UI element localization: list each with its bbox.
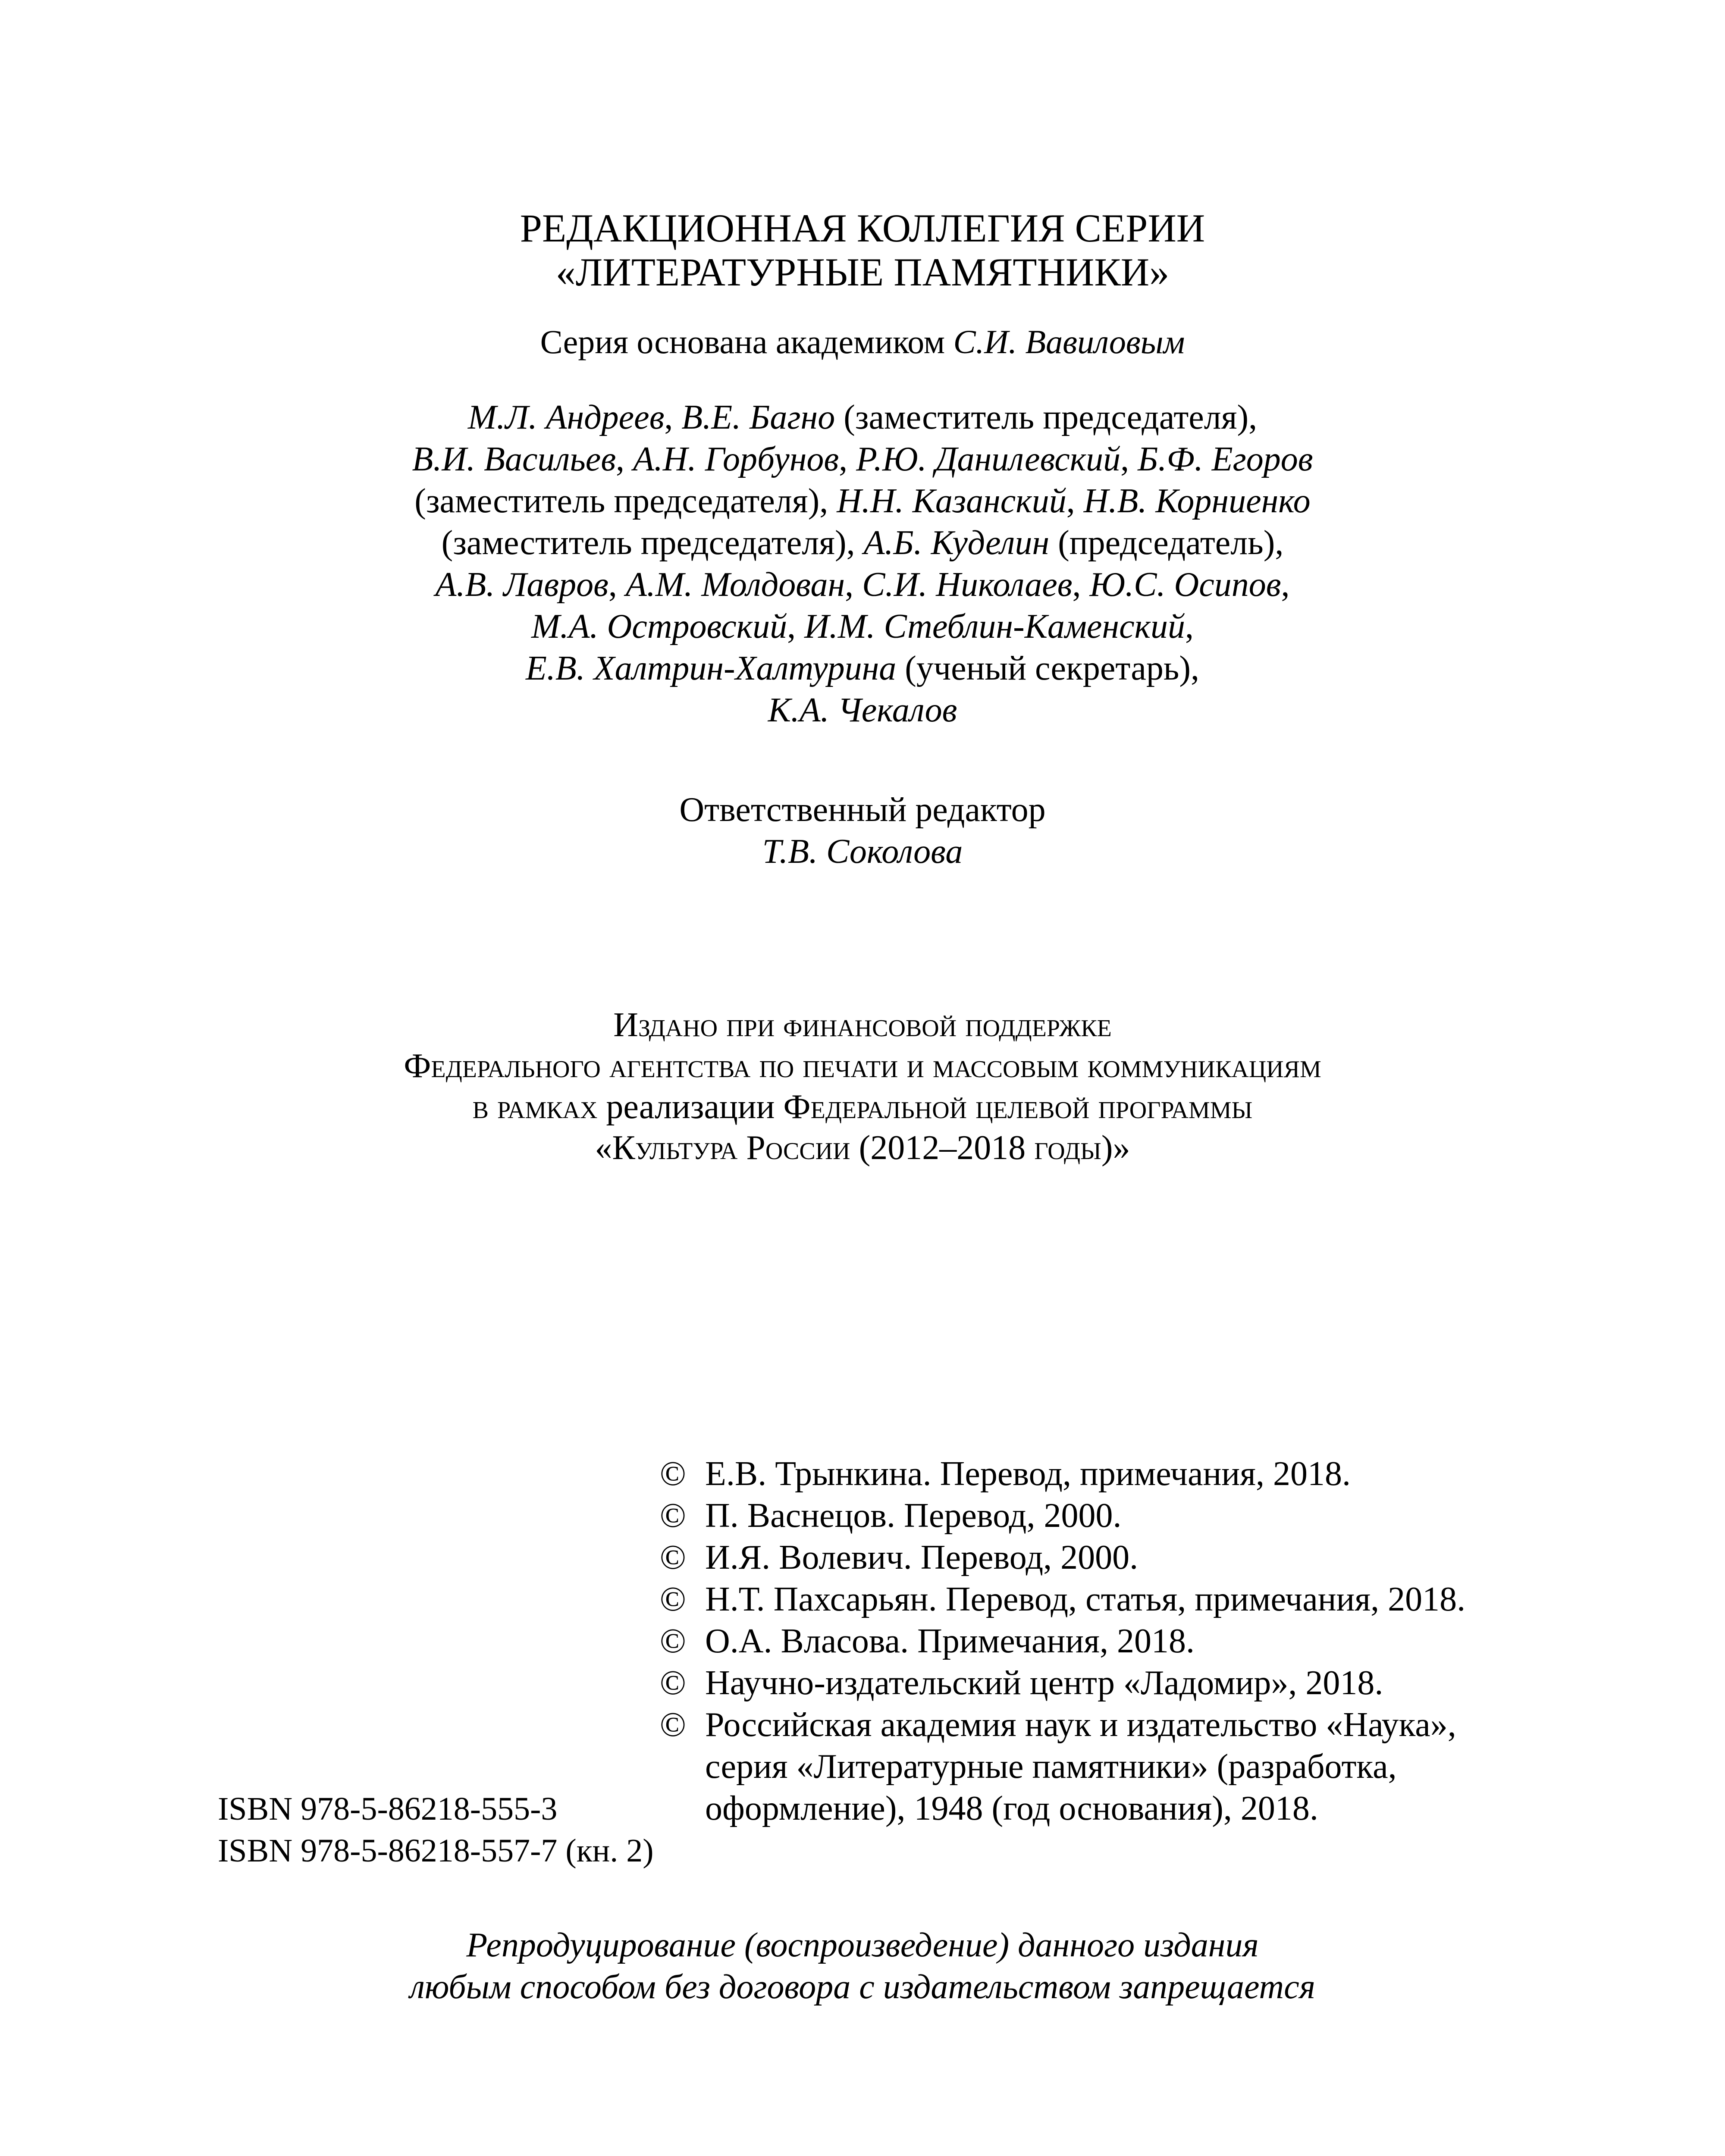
copyright-text-line: Н.Т. Пахсарьян. Перевод, статья, примечания, 2018.: [705, 1580, 1466, 1618]
member-note: ,: [1072, 566, 1090, 604]
member-note: ,: [616, 440, 634, 478]
member-note: ,: [1281, 566, 1290, 604]
funding-line-4: [0, 1128, 1725, 1169]
copyright-text-line: Е.В. Трынкина. Перевод, примечания, 2018.: [705, 1455, 1351, 1493]
funding-line-2: Федерального агентства по печати и массовым коммуникациям: [404, 1047, 1321, 1085]
editor-name-line: [0, 831, 1725, 873]
funding-line-3-a: в рамках: [472, 1088, 606, 1126]
member-name: Ю.С. Осипов: [1089, 566, 1281, 604]
member-name: Н.В. Корниенко: [1083, 482, 1311, 520]
member-name: К.А. Чекалов: [768, 691, 957, 729]
copyright-entry: [660, 1453, 1630, 1495]
funding-line-4-b: (2012–2018: [859, 1129, 1035, 1167]
board-members-line: [0, 606, 1725, 648]
copyright-entry: [660, 1579, 1630, 1620]
founder-name: С.И. Вавиловым: [953, 323, 1185, 360]
board-members-line: [0, 648, 1725, 689]
copyright-entry: [660, 1662, 1630, 1704]
funding-statement: [0, 1005, 1725, 1169]
board-members-line: [0, 480, 1725, 522]
copyright-notices: [660, 1453, 1630, 1830]
funding-line-4-c: годы)»: [1034, 1129, 1130, 1167]
funding-line-3-b: реализации: [606, 1088, 775, 1126]
member-name: И.М. Стеблин-Каменский: [804, 608, 1186, 646]
reproduction-line-1: Репродуцирование (воспроизведение) данного издания: [466, 1926, 1259, 1964]
copyright-entry: [660, 1537, 1630, 1579]
copyright-text: [705, 1704, 1630, 1830]
member-note: (председатель),: [1049, 524, 1284, 562]
member-name: Б.Ф. Егоров: [1138, 440, 1313, 478]
member-name: А.М. Молдован: [625, 566, 845, 604]
member-note: ,: [664, 398, 682, 436]
member-note: (ученый секретарь),: [896, 649, 1199, 687]
founded-prefix: Серия основана академиком: [540, 323, 953, 360]
copyright-text-line: П. Васнецов. Перевод, 2000.: [705, 1497, 1122, 1535]
funding-line-3-c: Федеральной целевой программы: [775, 1088, 1253, 1126]
copyright-entry: [660, 1704, 1630, 1830]
copyright-text: [705, 1620, 1630, 1662]
member-name: В.И. Васильев: [412, 440, 616, 478]
funding-line-3: [0, 1087, 1725, 1128]
reproduction-line-2: любым способом без договора с издательством запрещается: [410, 1968, 1315, 2006]
copyright-symbol: ©: [660, 1539, 686, 1576]
member-name: Е.В. Халтрин-Халтурина: [526, 649, 897, 687]
reproduction-notice: [0, 1924, 1725, 2008]
member-note: (заместитель председателя),: [441, 524, 864, 562]
member-name: М.А. Островский: [531, 608, 787, 646]
member-note: ,: [839, 440, 856, 478]
member-name: С.И. Николаев: [862, 566, 1073, 604]
copyright-symbol: ©: [660, 1622, 686, 1660]
member-note: ,: [1120, 440, 1138, 478]
founded-line: [0, 323, 1725, 361]
funding-line-1: Издано при финансовой поддержке: [613, 1006, 1112, 1044]
member-name: М.Л. Андреев: [467, 398, 665, 436]
editorial-board-title: [0, 206, 1725, 294]
copyright-text-line: И.Я. Волевич. Перевод, 2000.: [705, 1539, 1138, 1576]
copyright-text: [705, 1453, 1630, 1495]
editor-label: Ответственный редактор: [679, 791, 1046, 829]
board-members-line: [0, 439, 1725, 480]
isbn-block: [218, 1788, 654, 1872]
funding-line-4-a: «Культура России: [595, 1129, 859, 1167]
member-note: ,: [1185, 608, 1194, 646]
member-note: ,: [787, 608, 805, 646]
series-founded-note: [0, 323, 1725, 361]
board-members-line: [0, 689, 1725, 731]
copyright-symbol: ©: [660, 1580, 686, 1618]
copyright-text-line: серия «Литературные памятники» (разработка,: [705, 1748, 1397, 1786]
board-title-line-2: «ЛИТЕРАТУРНЫЕ ПАМЯТНИКИ»: [555, 250, 1170, 294]
member-name: Р.Ю. Данилевский: [856, 440, 1121, 478]
copyright-symbol: ©: [660, 1664, 686, 1702]
copyright-text-line: оформление), 1948 (год основания), 2018.: [705, 1789, 1318, 1827]
board-members-list: [0, 397, 1725, 731]
copyright-symbol: ©: [660, 1455, 686, 1493]
copyright-text-line: О.А. Власова. Примечания, 2018.: [705, 1622, 1195, 1660]
copyright-entry: [660, 1620, 1630, 1662]
member-name: Н.Н. Казанский: [837, 482, 1066, 520]
board-members-line: [0, 564, 1725, 606]
isbn-line-1: ISBN 978-5-86218-555-3: [218, 1791, 558, 1827]
isbn-line-2: ISBN 978-5-86218-557-7 (кн. 2): [218, 1833, 654, 1869]
member-note: ,: [1066, 482, 1084, 520]
copyright-text-line: Научно-издательский центр «Ладомир», 2018.: [705, 1664, 1383, 1702]
member-note: ,: [608, 566, 626, 604]
copyright-text: [705, 1537, 1630, 1579]
member-note: (заместитель председателя),: [414, 482, 837, 520]
copyright-text: [705, 1495, 1630, 1537]
copyright-text-line: Российская академия наук и издательство «Наука»,: [705, 1706, 1456, 1744]
member-name: А.Н. Горбунов: [633, 440, 839, 478]
copyright-entry: [660, 1495, 1630, 1537]
member-note: (заместитель председателя),: [835, 398, 1258, 436]
member-name: А.В. Лавров: [435, 566, 608, 604]
responsible-editor: [0, 789, 1725, 873]
copyright-symbol: ©: [660, 1497, 686, 1535]
board-title-line-1: РЕДАКЦИОННАЯ КОЛЛЕГИЯ СЕРИИ: [520, 206, 1205, 250]
member-note: ,: [845, 566, 862, 604]
member-name: В.Е. Багно: [681, 398, 835, 436]
copyright-text: [705, 1579, 1630, 1620]
board-members-line: [0, 397, 1725, 439]
copyright-text: [705, 1662, 1630, 1704]
member-name: А.Б. Куделин: [863, 524, 1050, 562]
board-members-line: [0, 522, 1725, 564]
editor-name: Т.В. Соколова: [762, 833, 963, 871]
copyright-symbol: ©: [660, 1706, 686, 1744]
